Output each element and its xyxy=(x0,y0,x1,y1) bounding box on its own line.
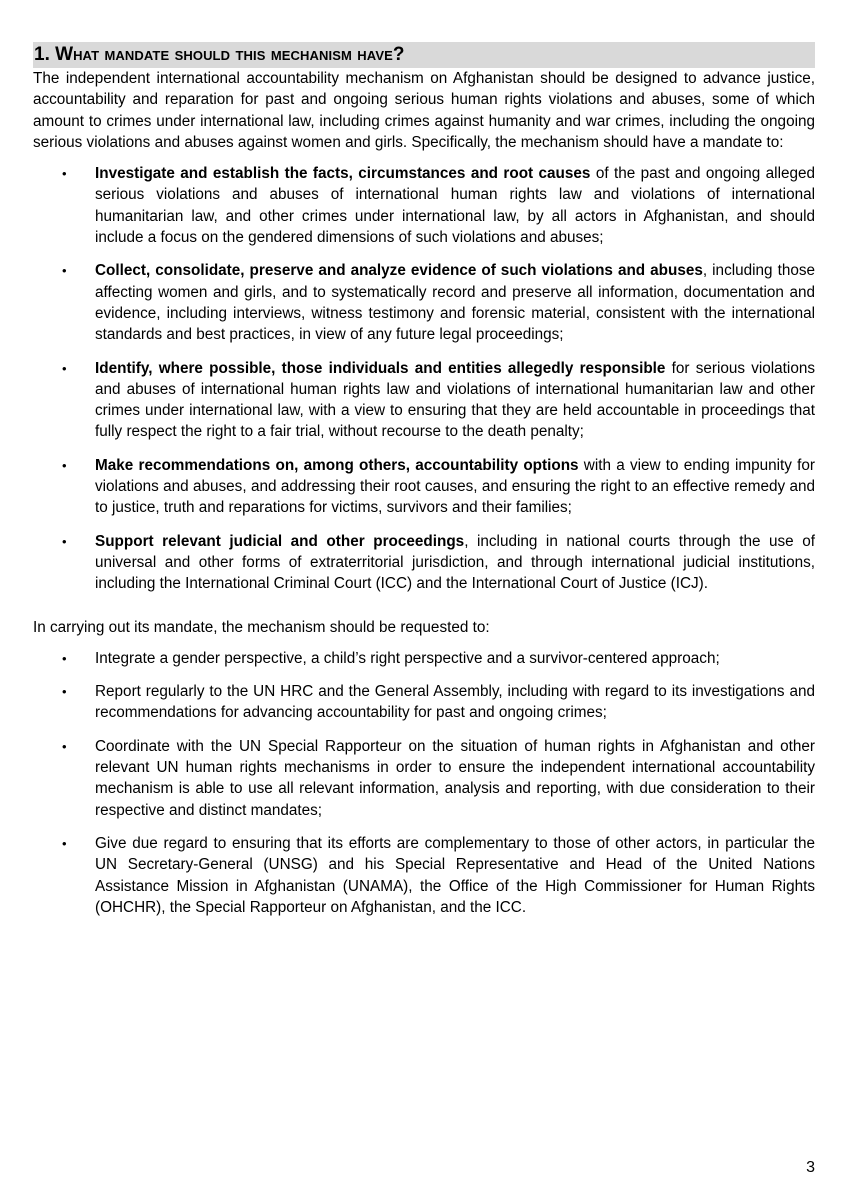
bullet-icon: • xyxy=(62,457,67,473)
requests-intro-paragraph: In carrying out its mandate, the mechanism should be requested to: xyxy=(33,618,490,636)
section-heading-number: 1. W xyxy=(34,44,74,65)
list-item xyxy=(33,648,815,669)
list-item-lead: Support relevant judicial and other proceedings xyxy=(95,532,465,550)
bullet-icon: • xyxy=(62,738,67,754)
list-item xyxy=(33,163,815,248)
bullet-icon: • xyxy=(62,684,67,700)
list-item xyxy=(33,736,815,821)
document-page xyxy=(33,42,815,930)
list-item xyxy=(33,531,815,595)
bullet-icon: • xyxy=(62,360,67,376)
list-item xyxy=(33,833,815,918)
section-heading-text: hat mandate should this mechanism have? xyxy=(73,44,405,65)
page-number: 3 xyxy=(806,1159,815,1176)
list-item-text: of the past and ongoing alleged serious violations and abuses of international human rights law and violations of international humanitarian law, and other crimes under international law, by all actors in Afghanistan, and should include a focus on the gendered dimensions of such violations and abuses; xyxy=(95,165,816,247)
bullet-icon: • xyxy=(62,650,67,666)
list-item-lead: Investigate and establish the facts, circumstances and root causes xyxy=(95,165,591,183)
list-item-lead: Make recommendations on, among others, accountability options xyxy=(95,456,579,474)
list-item-text: Coordinate with the UN Special Rapporteur on the situation of human rights in Afghanistan and other relevant UN human rights mechanisms in order to ensure the independent international accountability mechanism is able to use all relevant information, analysis and reporting, with due consideration to their respective and distinct mandates; xyxy=(95,737,815,819)
list-item-text: Give due regard to ensuring that its efforts are complementary to those of other actors, in particular the UN Secretary-General (UNSG) and his Special Representative and Head of the United Nations Assistance Mission in Afghanistan (UNAMA), the Office of the High Commissioner for Human Rights (OHCHR), the Special Rapporteur on Afghanistan, and the ICC. xyxy=(95,834,815,916)
list-item-text: with a view to ending impunity for violations and abuses, and addressing their root causes, and ensuring the right to an effective remedy and to justice, truth and reparations for victims, survivors and their families; xyxy=(95,456,815,517)
section-heading xyxy=(33,42,815,68)
list-item xyxy=(33,681,815,724)
list-item-text: , including in national courts through the use of universal and other forms of extraterritorial jurisdiction, and through international judicial institutions, including the International Criminal Court (ICC) and the International Court of Justice (ICJ). xyxy=(95,532,816,593)
list-item-lead: Identify, where possible, those individuals and entities allegedly responsible xyxy=(95,359,666,377)
mandate-list xyxy=(33,163,815,594)
list-item-text: for serious violations and abuses of international human rights law and violations of international humanitarian law and other crimes under international law, with a view to ensuring that they are held accountable in proceedings that fully respect the right to a fair trial, without recourse to the death penalty; xyxy=(95,359,815,441)
list-item xyxy=(33,358,815,443)
list-item-text: Report regularly to the UN HRC and the General Assembly, including with regard to its investigations and recommendations for advancing accountability for past and ongoing crimes; xyxy=(95,683,815,722)
bullet-icon: • xyxy=(62,533,67,549)
bullet-icon: • xyxy=(62,166,67,182)
list-item-text: , including those affecting women and girls, and to systematically record and preserve all information, documentation and evidence, including interviews, witness testimony and forensic material, consistent with the international standards and best practices, in view of any future legal proceedings; xyxy=(95,262,815,344)
bullet-icon: • xyxy=(62,835,67,851)
list-item-text: Integrate a gender perspective, a child’s right perspective and a survivor-centered approach; xyxy=(95,649,720,667)
list-item xyxy=(33,260,815,345)
list-item xyxy=(33,455,815,519)
intro-paragraph: The independent international accountability mechanism on Afghanistan should be designed to advance justice, accountability and reparation for past and ongoing serious human rights violations and abuses, some of which amount to crimes under international law, including crimes against humanity and war crimes, including the ongoing serious violations and abuses against women and girls. Specifically, the mechanism should have a mandate to: xyxy=(33,70,815,151)
list-item-lead: Collect, consolidate, preserve and analyze evidence of such violations and abuses xyxy=(95,262,703,280)
bullet-icon: • xyxy=(62,263,67,279)
requests-list xyxy=(33,648,815,918)
